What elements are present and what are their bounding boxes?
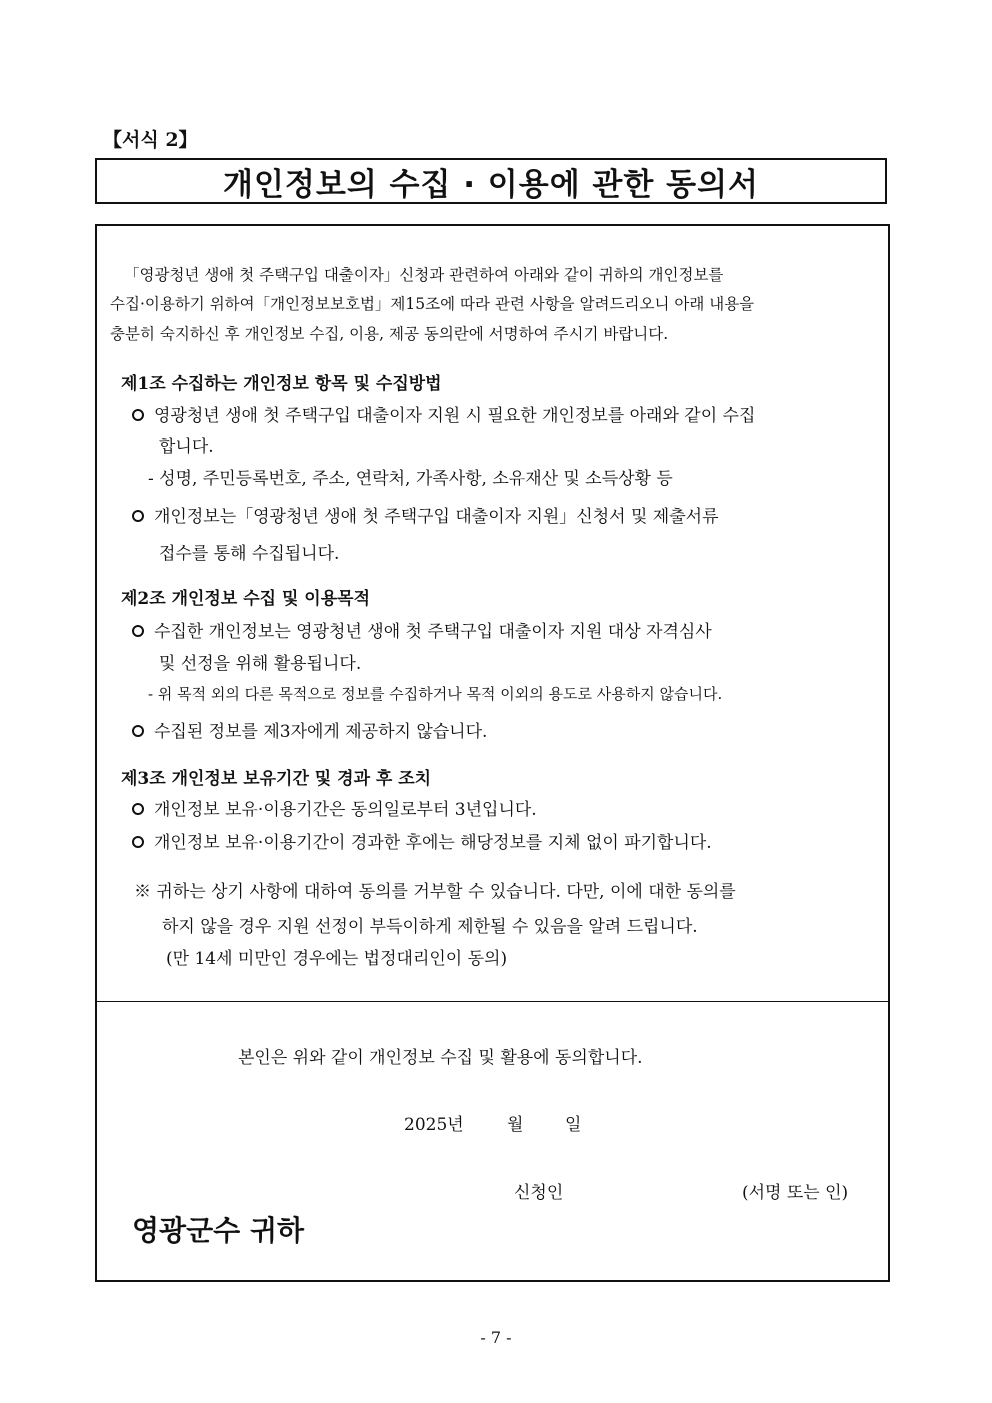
article3-bullet-2 bbox=[132, 828, 712, 853]
consent-form-body bbox=[95, 224, 890, 1282]
article2-bullet-2-text: 수집된 정보를 제3자에게 제공하지 않습니다. bbox=[154, 722, 488, 742]
circle-bullet-icon bbox=[132, 625, 144, 637]
intro-line-2: 수집·이용하기 위하여「개인정보보호법」제15조에 따라 관련 사항을 알려드리오니 아래 내용을 bbox=[110, 295, 755, 313]
section-divider bbox=[97, 1001, 888, 1002]
article2-bullet-1-text: 수집한 개인정보는 영광청년 생애 첫 주택구입 대출이자 지원 대상 자격심사 bbox=[154, 622, 712, 642]
form-label: 【서식 2】 bbox=[103, 129, 198, 151]
article2-heading: 제2조 개인정보 수집 및 이용목적 bbox=[121, 589, 370, 609]
article1-bullet-2-text: 개인정보는「영광청년 생애 첫 주택구입 대출이자 지원」신청서 및 제출서류 bbox=[154, 507, 719, 527]
applicant-label: 신청인 bbox=[514, 1183, 564, 1203]
signature-label: (서명 또는 인) bbox=[742, 1183, 849, 1203]
intro-line-1: 「영광청년 생애 첫 주택구입 대출이자」신청과 관련하여 아래와 같이 귀하의 개인정보를 bbox=[124, 266, 724, 284]
article1-bullet-2-cont: 접수를 통해 수집됩니다. bbox=[159, 544, 340, 564]
article1-bullet-1-text: 영광청년 생애 첫 주택구입 대출이자 지원 시 필요한 개인정보를 아래와 같이 수집 bbox=[154, 406, 756, 426]
article3-bullet-1 bbox=[132, 795, 537, 820]
article1-bullet-2 bbox=[132, 502, 719, 527]
article2-sub-item: - 위 목적 외의 다른 목적으로 정보를 수집하거나 목적 이외의 용도로 사용하지 않습니다. bbox=[148, 685, 723, 703]
page-number: - 7 - bbox=[480, 1328, 512, 1347]
article2-bullet-1 bbox=[132, 617, 712, 642]
date-day: 일 bbox=[565, 1115, 582, 1135]
note-line-2: 하지 않을 경우 지원 선정이 부득이하게 제한될 수 있음을 알려 드립니다. bbox=[162, 917, 698, 937]
article3-bullet-2-text: 개인정보 보유·이용기간이 경과한 후에는 해당정보를 지체 없이 파기합니다. bbox=[154, 833, 712, 853]
circle-bullet-icon bbox=[132, 803, 144, 815]
note-line-1: ※ 귀하는 상기 사항에 대하여 동의를 거부할 수 있습니다. 다만, 이에 대한 동의를 bbox=[134, 882, 736, 902]
note-line-3: (만 14세 미만인 경우에는 법정대리인이 동의) bbox=[166, 949, 508, 969]
article1-bullet-1-cont: 합니다. bbox=[159, 437, 214, 457]
circle-bullet-icon bbox=[132, 409, 144, 421]
article3-heading: 제3조 개인정보 보유기간 및 경과 후 조치 bbox=[121, 769, 432, 789]
title-box bbox=[95, 158, 887, 204]
article1-bullet-1 bbox=[132, 401, 755, 426]
article2-bullet-2 bbox=[132, 717, 487, 742]
addressee: 영광군수 귀하 bbox=[132, 1214, 305, 1247]
article1-heading: 제1조 수집하는 개인정보 항목 및 수집방법 bbox=[121, 374, 442, 394]
article2-bullet-1-cont: 및 선정을 위해 활용됩니다. bbox=[159, 654, 362, 674]
date-month: 월 bbox=[507, 1115, 524, 1135]
circle-bullet-icon bbox=[132, 510, 144, 522]
circle-bullet-icon bbox=[132, 725, 144, 737]
document-title: 개인정보의 수집 · 이용에 관한 동의서 bbox=[223, 166, 759, 203]
consent-statement: 본인은 위와 같이 개인정보 수집 및 활용에 동의합니다. bbox=[238, 1048, 643, 1068]
intro-line-3: 충분히 숙지하신 후 개인정보 수집, 이용, 제공 동의란에 서명하여 주시기 바랍니다. bbox=[110, 325, 669, 343]
date-year: 2025년 bbox=[404, 1115, 464, 1135]
article3-bullet-1-text: 개인정보 보유·이용기간은 동의일로부터 3년입니다. bbox=[154, 800, 537, 820]
circle-bullet-icon bbox=[132, 836, 144, 848]
article1-sub-item: - 성명, 주민등록번호, 주소, 연락처, 가족사항, 소유재산 및 소득상황 등 bbox=[148, 469, 673, 489]
